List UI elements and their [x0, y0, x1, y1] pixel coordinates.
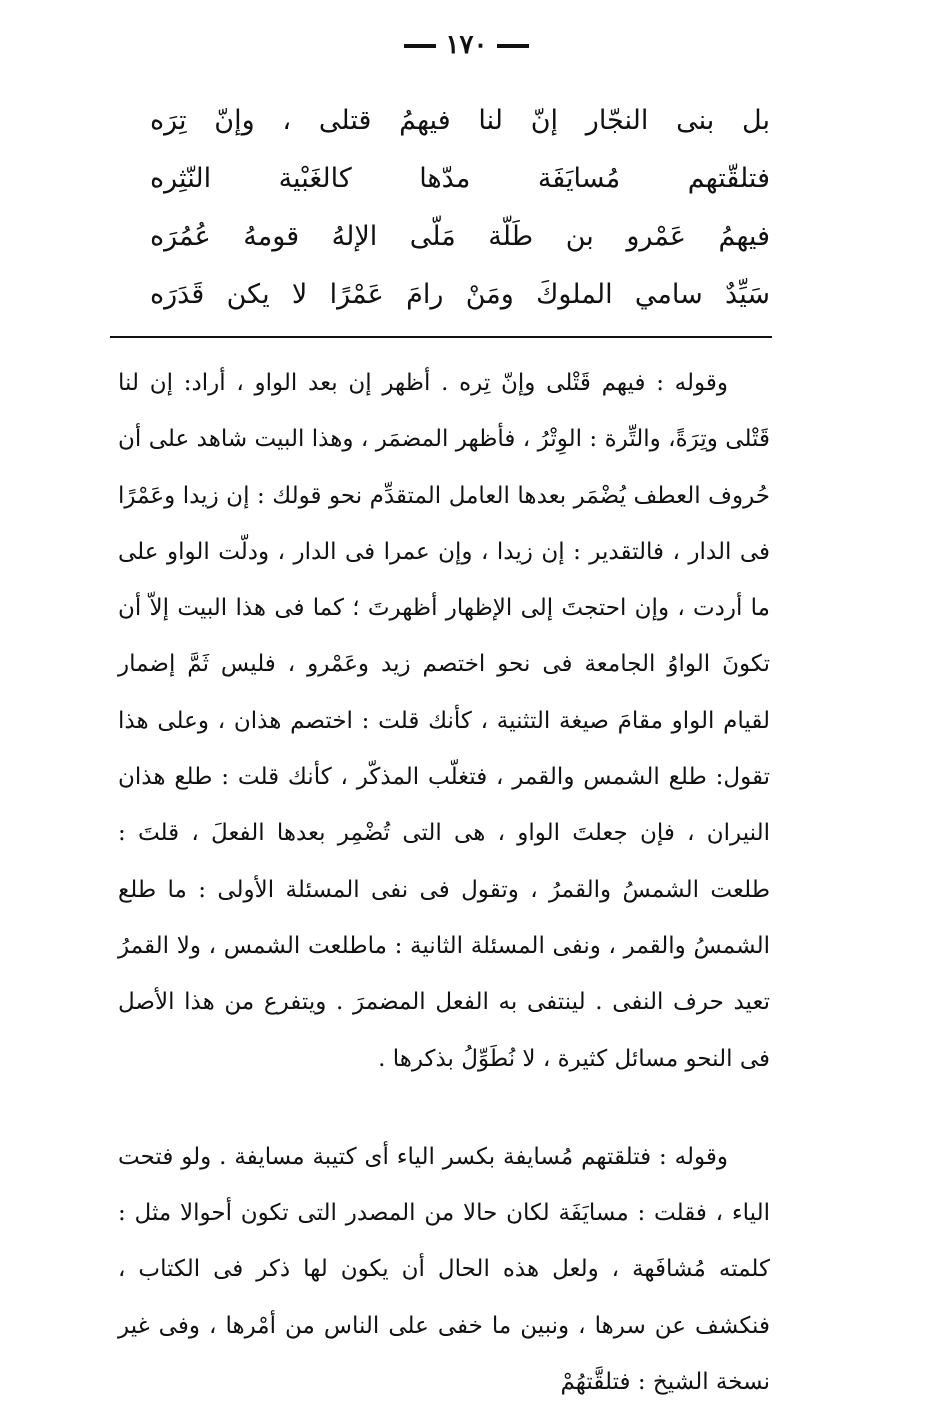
page-number-dash-left: [404, 44, 436, 48]
page-number-text: ١٧٠: [445, 30, 488, 60]
commentary-paragraph: وقوله : فتلقتهم مُسايفة بكسر الياء أى كتيبة مسايفة . ولو فتحت الياء ، فقلت : مسايَفَة لكان حالا من المصدر التى تكون أحوالا مثل : كلمته مُشافَهة ، ولعل هذه الحال أن يكون لها ذكر فى الكتاب ، فنكشف عن سرها ، ونبين ما خفى على الناس من أمْرها ، وفى غير نسخة الشيخ : فتلقَّتهُمْ: [118, 1143, 770, 1396]
poem-verse: سَيِّدٌ سامي الملوكَ ومَنْ رامَ عَمْرًا لا يكن قَدَرَه: [150, 279, 770, 310]
page-number-dash-right: [497, 44, 529, 48]
poem-block: [150, 92, 770, 324]
page-number: [0, 30, 933, 60]
commentary-block: [118, 355, 770, 1410]
section-divider: [110, 336, 772, 338]
commentary-paragraph: وقوله : فيهم قَتْلى وإنّ تِره . أظهر إن بعد الواو ، أراد: إن لنا قَتْلى وتِرَةً، والتِّرة : الوِتْرُ ، فأظهر المضمَر ، وهذا البيت شاهد على أن حُروف العطف يُضْمَر بعدها العامل المتقدِّم نحو قولك : إن زيدا وعَمْرًا فى الدار ، فالتقدير : إن زيدا ، وإن عمرا فى الدار ، ودلّت الواو على ما أردت ، وإن احتجتَ إلى الإظهار أظهرتَ ؛ كما فى هذا البيت إلاّ أن تكونَ الواوُ الجامعة فى نحو اختصم زيد وعَمْرو ، فليس ثَمَّ إضمار لقيام الواو مقامَ صيغة التثنية ، كأنك قلت : اختصم هذان ، وعلى هذا تقول: طلع الشمس والقمر ، فتغلّب المذكّر ، كأنك قلت : طلع هذان النيران ، فإن جعلتَ الواو ، هى التى تُضْمِر بعدها الفعلَ ، قلتَ : طلعت الشمسُ والقمرُ ، وتقول فى نفى المسئلة الأولى : ما طلع الشمسُ والقمر ، ونفى المسئلة الثانية : ماطلعت الشمس ، ولا القمرُ تعيد حرف النفى . لينتفى به الفعل المضمرَ . ويتفرع من هذا الأصل فى النحو مسائل كثيرة ، لا نُطَوِّلُ بذكرها .: [118, 370, 770, 1072]
poem-verse: فيهمُ عَمْرو بن طَلّة مَلّى الإلهُ قومهُ عُمُرَه: [150, 221, 770, 252]
poem-verse: بل بنى النجّار إنّ لنا فيهمُ قتلى ، وإنّ تِرَه: [150, 105, 770, 136]
poem-verse: فتلقّتهم مُسايَفَة مدّها كالغَبْية النّثِره: [150, 163, 770, 194]
